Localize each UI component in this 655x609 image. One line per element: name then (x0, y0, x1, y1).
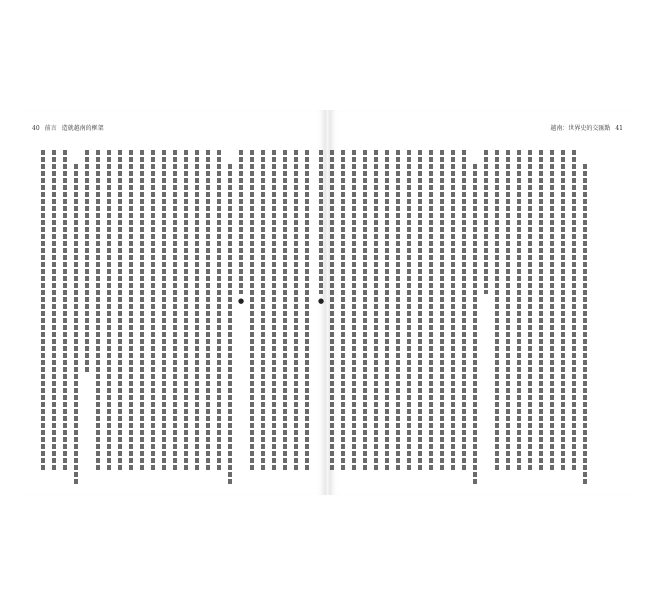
left-page (20, 110, 325, 495)
text-column (270, 150, 278, 470)
text-column (460, 150, 468, 470)
text-column (394, 150, 402, 470)
text-column (138, 150, 146, 470)
text-column (292, 150, 300, 470)
left-page-number: 40 (32, 125, 40, 132)
text-column (193, 150, 201, 470)
text-column (339, 150, 347, 470)
text-column (559, 150, 567, 470)
left-running-head-part: 前言 (44, 125, 57, 132)
text-column (248, 150, 256, 470)
text-column (350, 150, 358, 470)
text-column (438, 150, 446, 470)
text-column (526, 150, 534, 470)
text-column (303, 150, 311, 470)
text-column (259, 150, 267, 470)
left-running-head-part: 造就越南的框架 (61, 125, 104, 132)
text-column (94, 150, 102, 470)
text-column (570, 150, 578, 470)
text-column (515, 150, 523, 470)
section-end-mark: ● (237, 297, 245, 306)
text-column (127, 150, 135, 470)
text-column (50, 150, 58, 470)
right-running-head-part: 越南：世界史的交匯點 (550, 125, 611, 132)
text-column (39, 150, 47, 470)
text-column (372, 150, 380, 470)
text-column (471, 150, 479, 470)
text-column (215, 150, 223, 470)
text-column (83, 150, 91, 470)
text-column (361, 150, 369, 470)
text-column (504, 150, 512, 470)
text-column (581, 150, 589, 470)
text-column (160, 150, 168, 470)
section-end-mark: ● (317, 297, 325, 306)
text-column (383, 150, 391, 470)
text-column (226, 150, 234, 470)
text-column (548, 150, 556, 470)
text-column (427, 150, 435, 470)
right-body-text (317, 150, 589, 470)
right-running-header (550, 126, 623, 132)
left-body-text (82, 150, 311, 470)
text-column (105, 150, 113, 470)
text-column (328, 150, 336, 470)
text-column (449, 150, 457, 470)
text-column (61, 150, 69, 470)
text-column (72, 150, 80, 470)
text-column (116, 150, 124, 470)
text-column (537, 150, 545, 470)
text-column (405, 150, 413, 470)
right-page (317, 110, 635, 495)
text-column (182, 150, 190, 470)
text-column (171, 150, 179, 470)
text-column (317, 150, 325, 470)
text-column (281, 150, 289, 470)
text-column (482, 150, 490, 470)
text-column (149, 150, 157, 470)
text-column (416, 150, 424, 470)
text-column (493, 150, 501, 470)
right-page-number: 41 (615, 125, 623, 132)
text-column (204, 150, 212, 470)
left-running-header (32, 126, 104, 132)
text-column (237, 150, 245, 470)
